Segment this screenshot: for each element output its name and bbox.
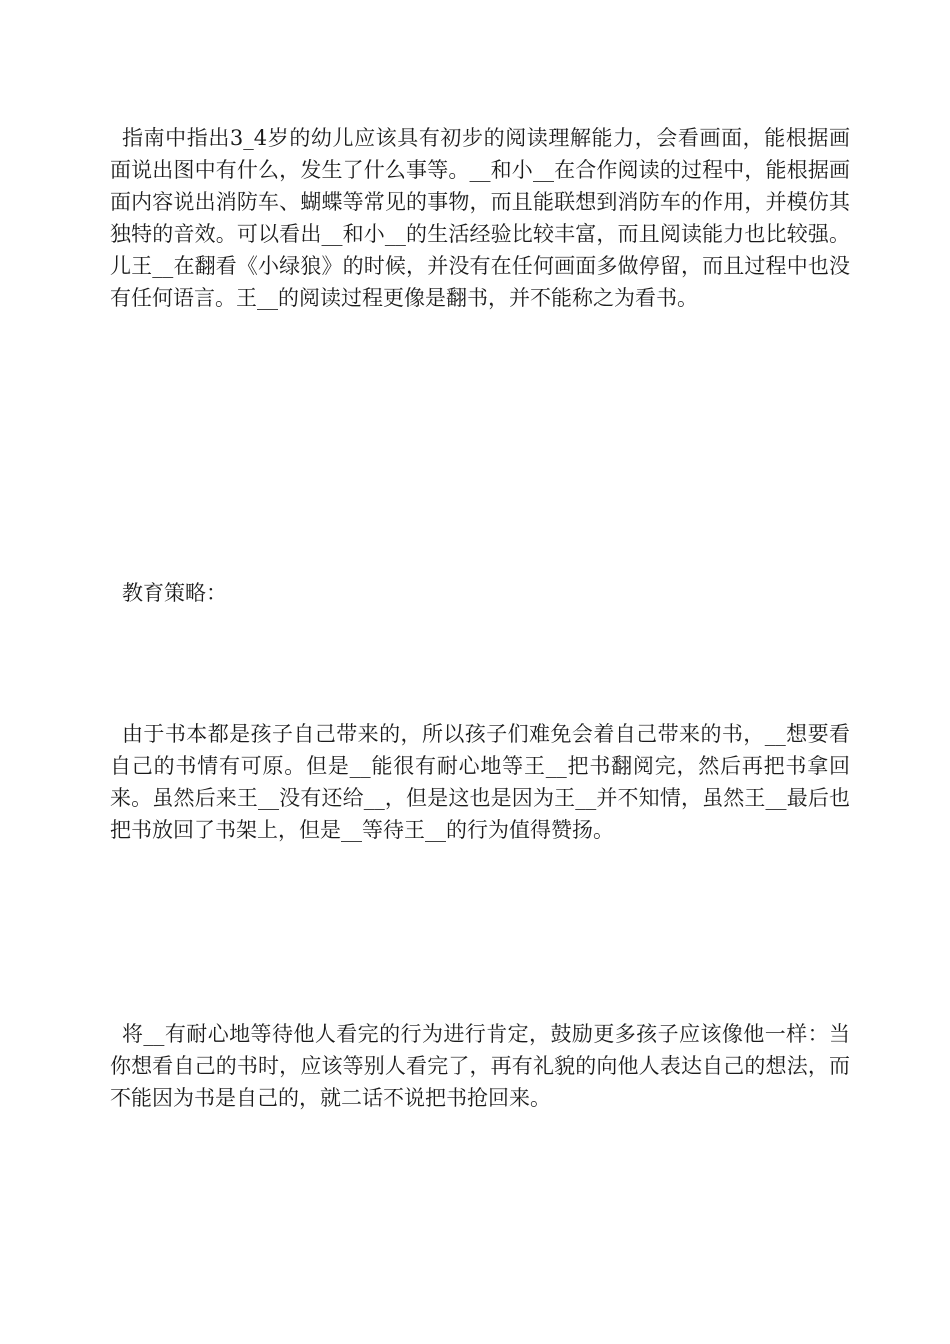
paragraph-strategy-context: 由于书本都是孩子自己带来的，所以孩子们难免会着自己带来的书，__想要看自己的书情有可原。但是__能很有耐心地等王__把书翻阅完，然后再把书拿回来。虽然后来王__没有还给__，但是这也是因为王__并不知情，虽然王__最后也把书放回了书架上，但是__等待王__的行为值得赞扬。	[110, 722, 850, 842]
paragraph-strategy-action: 将__有耐心地等待他人看完的行为进行肯定，鼓励更多孩子应该像他一样：当你想看自己的书时，应该等别人看完了，再有礼貌的向他人表达自己的想法，而不能因为书是自己的，就二话不说把书抢回来。	[110, 1022, 850, 1110]
paragraph-analysis: 指南中指出3_4岁的幼儿应该具有初步的阅读理解能力，会看画面，能根据画面说出图中有什么，发生了什么事等。__和小__在合作阅读的过程中，能根据画面内容说出消防车、蝴蝶等常见的事物，而且能联想到消防车的作用，并模仿其独特的音效。可以看出__和小__的生活经验比较丰富，而且阅读能力也比较强。儿王__在翻看《小绿狼》的时候，并没有在任何画面多做停留，而且过程中也没有任何语言。王__的阅读过程更像是翻书，并不能称之为看书。	[110, 126, 850, 310]
section-heading-education-strategy: 教育策略：	[122, 581, 227, 605]
